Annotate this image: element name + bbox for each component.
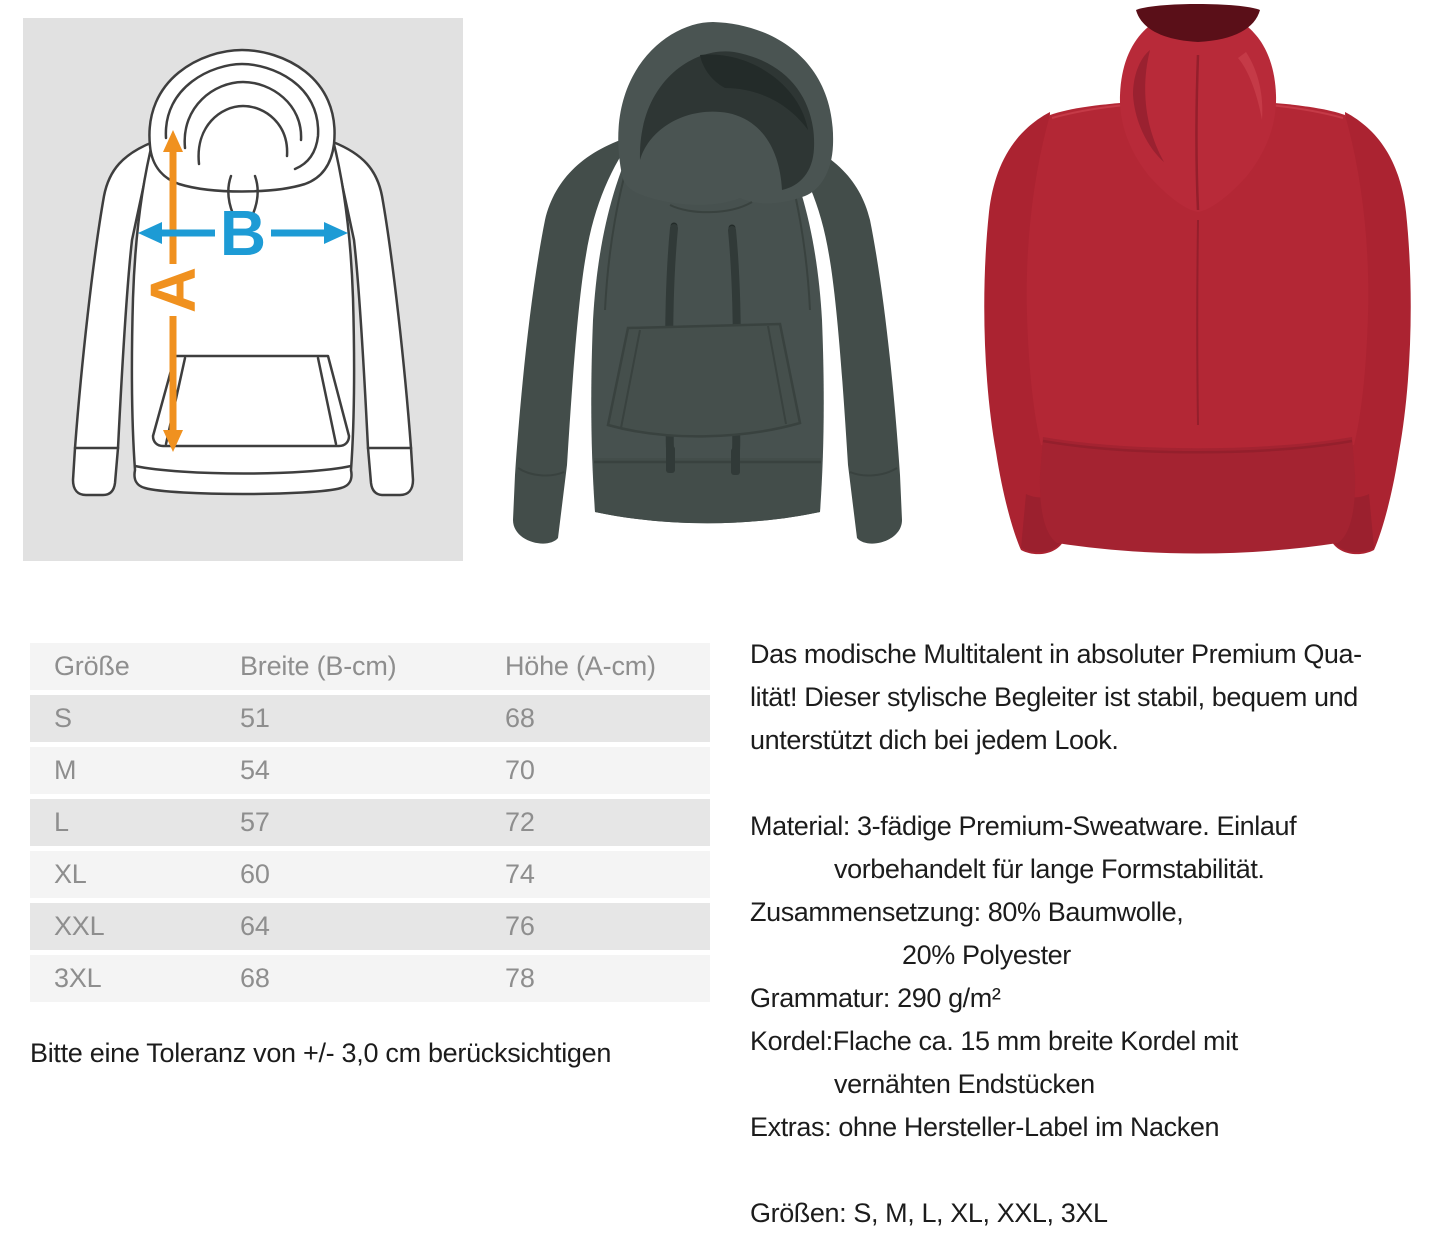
size-diagram-panel — [23, 18, 463, 561]
hoehe-cell: 78 — [505, 963, 535, 993]
description-line: unterstützt dich bei jedem Look. — [750, 725, 1119, 755]
breite-cell: 51 — [240, 703, 270, 733]
label-a: A — [137, 266, 209, 314]
front-hem-band — [594, 458, 821, 523]
size-cell: M — [54, 755, 77, 785]
column-header-hoehe: Höhe (A-cm) — [505, 651, 656, 681]
description-line: vorbehandelt für lange Formstabilität. — [834, 854, 1265, 884]
column-header-breite: Breite (B-cm) — [240, 651, 397, 681]
breite-cell: 60 — [240, 859, 270, 889]
hoehe-cell: 68 — [505, 703, 535, 733]
description-line-extras: Extras: ohne Hersteller-Label im Nacken — [750, 1112, 1220, 1142]
table-row-xl — [30, 851, 710, 898]
hoehe-cell: 74 — [505, 859, 535, 889]
table-row-m — [30, 747, 710, 794]
front-pocket — [608, 324, 800, 436]
diagram-hood — [149, 50, 334, 192]
size-cell: XL — [54, 859, 87, 889]
size-cell: 3XL — [54, 963, 102, 993]
tolerance-note: Bitte eine Toleranz von +/- 3,0 cm berücksichtigen — [30, 1038, 612, 1068]
table-row-l — [30, 799, 710, 846]
column-header-groesse: Größe — [54, 651, 130, 681]
description-line-kordel: Kordel:Flache ca. 15 mm breite Kordel mit — [750, 1026, 1238, 1056]
product-photo-front — [470, 0, 945, 580]
description-line-zusammensetzung: Zusammensetzung: 80% Baumwolle, — [750, 897, 1184, 927]
hoehe-cell: 72 — [505, 807, 535, 837]
size-cell: L — [54, 807, 69, 837]
breite-cell: 54 — [240, 755, 270, 785]
hoodie-line-art — [73, 50, 413, 495]
size-cell: S — [54, 703, 72, 733]
breite-cell: 68 — [240, 963, 270, 993]
description-line: 20% Polyester — [902, 940, 1071, 970]
size-table — [30, 643, 710, 1007]
description-line: vernähten Endstücken — [834, 1069, 1095, 1099]
breite-cell: 64 — [240, 911, 270, 941]
description-line: lität! Dieser stylische Begleiter ist stabil, bequem und — [750, 682, 1358, 712]
product-description — [750, 633, 1445, 1235]
hoehe-cell: 76 — [505, 911, 535, 941]
description-line-material: Material: 3-fädige Premium-Sweatware. Einlauf — [750, 811, 1297, 841]
label-b: B — [219, 197, 267, 269]
back-hem-band — [1040, 437, 1355, 554]
table-row-xxl — [30, 903, 710, 950]
size-cell: XXL — [54, 911, 105, 941]
hoodie-measurement-diagram — [23, 18, 463, 561]
description-line: Das modische Multitalent in absoluter Premium Qua- — [750, 639, 1362, 669]
table-row-3xl — [30, 955, 710, 1002]
description-line-grammatur: Grammatur: 290 g/m² — [750, 983, 1001, 1013]
description-blank-line — [750, 762, 1445, 805]
description-blank-line — [750, 1149, 1445, 1192]
size-table-header-row — [30, 643, 710, 690]
hoodie-back-image — [950, 0, 1445, 580]
hoodie-front-image — [470, 0, 945, 580]
hoehe-cell: 70 — [505, 755, 535, 785]
description-line-groessen: Größen: S, M, L, XL, XXL, 3XL — [750, 1198, 1108, 1228]
product-photo-back — [950, 0, 1445, 580]
breite-cell: 57 — [240, 807, 270, 837]
table-row-s — [30, 695, 710, 742]
